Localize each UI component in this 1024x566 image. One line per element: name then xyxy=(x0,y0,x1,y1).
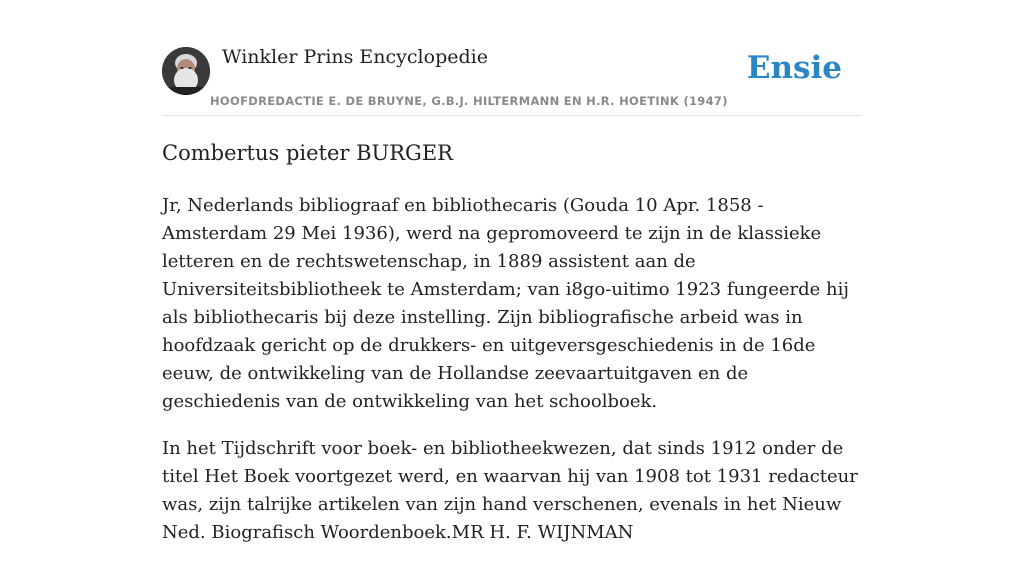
author-avatar xyxy=(162,47,210,95)
article-title: Combertus pieter BURGER xyxy=(162,141,453,165)
ensie-logo[interactable]: Ensie xyxy=(746,50,842,86)
site-title[interactable]: Winkler Prins Encyclopedie xyxy=(222,46,488,68)
editorial-credits: HOOFDREDACTIE E. DE BRUYNE, G.B.J. HILTERMANN EN H.R. HOETINK (1947) xyxy=(210,94,728,108)
article-paragraph: Jr, Nederlands bibliograaf en bibliothecaris (Gouda 10 Apr. 1858 -Amsterdam 29 Mei 1936), werd na gepromoveerd te zijn in de klassieke letteren en de rechtswetenschap, in 1889 assistent aan de Universiteitsbibliotheek te Amsterdam; van i8go-uitimo 1923 fungeerde hij als bibliothecaris bij deze instelling. Zijn bibliografische arbeid was in hoofdzaak gericht op de drukkers- en uitgeversgeschiedenis in de 16de eeuw, de ontwikkeling van de Hollandse zeevaartuitgaven en de geschiedenis van de ontwikkeling van het schoolboek. xyxy=(162,195,849,412)
article-paragraph: In het Tijdschrift voor boek- en bibliotheekwezen, dat sinds 1912 onder de titel Het Boek voortgezet werd, en waarvan hij van 1908 tot 1931 redacteur was, zijn talrijke artikelen van zijn hand verschenen, evenals in het Nieuw Ned. Biografisch Woordenboek.MR H. F. WIJNMAN xyxy=(162,438,858,543)
portrait-image xyxy=(162,47,210,95)
article-body xyxy=(162,192,862,566)
header-divider xyxy=(162,115,862,116)
